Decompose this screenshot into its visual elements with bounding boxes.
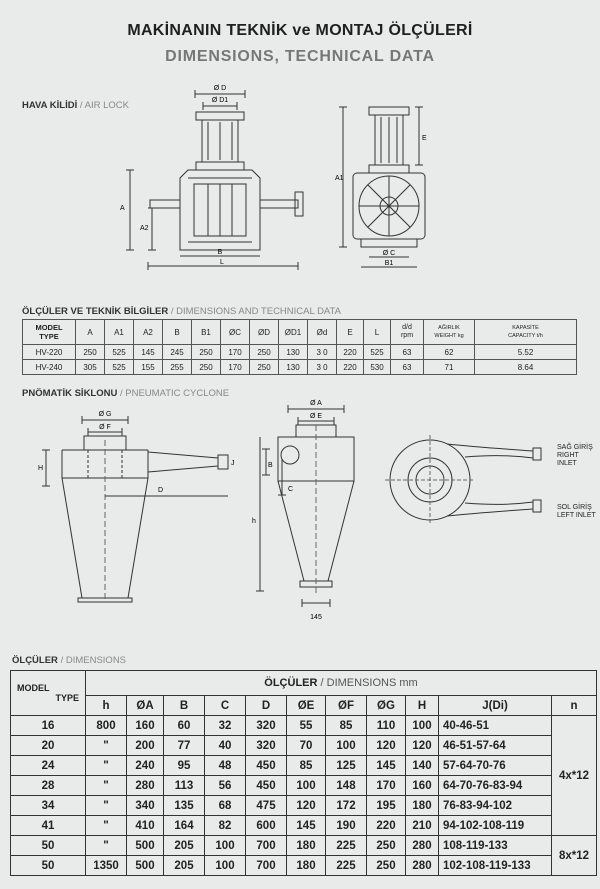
specs-cell-b: 245 bbox=[163, 345, 192, 360]
specs-header-od1: ØD1 bbox=[279, 320, 308, 345]
cyclone-label-b: B bbox=[268, 462, 273, 469]
dim-cell-a: 500 bbox=[127, 836, 164, 856]
specs-cell-oc: 170 bbox=[221, 360, 250, 375]
specs-cell-od1: 130 bbox=[279, 345, 308, 360]
dim-cell-f: 172 bbox=[326, 796, 367, 816]
dim-cell-n-group2: 8x*12 bbox=[552, 836, 597, 876]
dim-cell-e: 55 bbox=[287, 716, 326, 736]
dim-row bbox=[11, 796, 597, 816]
dimensions-heading bbox=[12, 655, 126, 666]
dimensions-table bbox=[10, 670, 597, 876]
specs-header-cap-bottom: CAPACITY bbox=[508, 333, 536, 339]
dim-row bbox=[11, 716, 597, 736]
left-inlet-en: LEFT INLET bbox=[557, 512, 596, 519]
right-inlet-en: RIGHT INLET bbox=[557, 452, 579, 467]
airlock-label-oc: Ø C bbox=[382, 250, 396, 257]
dim-cell-d: 700 bbox=[246, 856, 287, 876]
dim-cell-g: 170 bbox=[367, 776, 406, 796]
specs-cell-e: 220 bbox=[337, 360, 364, 375]
dim-cell-j: 64-70-76-83-94 bbox=[439, 776, 552, 796]
specs-heading-en: / DIMENSIONS AND TECHNICAL DATA bbox=[170, 306, 341, 317]
specs-header-a: A bbox=[76, 320, 105, 345]
dim-cell-g: 110 bbox=[367, 716, 406, 736]
dim-header-row bbox=[11, 671, 597, 696]
airlock-label-b1: B1 bbox=[384, 260, 394, 267]
dim-cell-hh: 210 bbox=[406, 816, 439, 836]
dim-cell-hh: 180 bbox=[406, 796, 439, 816]
dim-cell-b: 60 bbox=[164, 716, 205, 736]
dim-cell-h: " bbox=[86, 816, 127, 836]
dim-cell-b: 205 bbox=[164, 836, 205, 856]
dim-cell-hh: 280 bbox=[406, 856, 439, 876]
dim-cell-j: 57-64-70-76 bbox=[439, 756, 552, 776]
dim-cell-a: 340 bbox=[127, 796, 164, 816]
specs-row bbox=[23, 345, 577, 360]
dim-cell-hh: 160 bbox=[406, 776, 439, 796]
dim-cell-model: 20 bbox=[11, 736, 86, 756]
specs-cell-a: 250 bbox=[76, 345, 105, 360]
specs-cell-b1: 250 bbox=[192, 345, 221, 360]
dim-header-title-en: / DIMENSIONS bbox=[320, 677, 397, 689]
airlock-label-l: L bbox=[220, 259, 224, 266]
dim-cell-g: 250 bbox=[367, 836, 406, 856]
specs-cell-rpm: 63 bbox=[391, 360, 424, 375]
specs-header-rpm-top: d/d bbox=[402, 324, 412, 331]
airlock-label-b: B bbox=[217, 249, 223, 256]
specs-header-model-label: MODEL bbox=[35, 323, 63, 332]
dim-header-title bbox=[86, 671, 597, 696]
cyclone-label-j: J bbox=[231, 460, 235, 467]
specs-header-od: ØD bbox=[250, 320, 279, 345]
specs-cell-odd: 3 0 bbox=[308, 360, 337, 375]
specs-cell-b: 255 bbox=[163, 360, 192, 375]
specs-header-weight-unit: kg bbox=[457, 333, 464, 339]
specs-header-e: E bbox=[337, 320, 364, 345]
dim-cell-j: 40-46-51 bbox=[439, 716, 552, 736]
dim-cell-d: 450 bbox=[246, 756, 287, 776]
dim-cell-model: 50 bbox=[11, 856, 86, 876]
dim-cell-j: 108-119-133 bbox=[439, 836, 552, 856]
dim-cell-h: " bbox=[86, 836, 127, 856]
airlock-label-od: Ø D bbox=[213, 85, 227, 92]
dim-cell-g: 250 bbox=[367, 856, 406, 876]
cyclone-top-view bbox=[385, 425, 550, 545]
specs-cell-weight: 71 bbox=[424, 360, 475, 375]
airlock-label-a1: A1 bbox=[335, 175, 344, 182]
cyclone-label-145: 145 bbox=[310, 614, 322, 621]
specs-header-l: L bbox=[364, 320, 391, 345]
dim-cell-h: 1350 bbox=[86, 856, 127, 876]
dim-cell-n-group1: 4x*12 bbox=[552, 716, 597, 836]
specs-cell-capacity: 5.52 bbox=[475, 345, 577, 360]
dim-cell-j: 46-51-57-64 bbox=[439, 736, 552, 756]
specs-header-type-label: TYPE bbox=[39, 332, 59, 341]
dim-cell-model: 41 bbox=[11, 816, 86, 836]
dim-cell-model: 50 bbox=[11, 836, 86, 856]
cyclone-label-hh: h bbox=[252, 518, 256, 525]
dim-header-model bbox=[11, 671, 86, 716]
cyclone-label-oe: Ø E bbox=[309, 413, 323, 420]
dim-cell-d: 475 bbox=[246, 796, 287, 816]
specs-cell-b1: 250 bbox=[192, 360, 221, 375]
dimensions-heading-en: / DIMENSIONS bbox=[60, 655, 127, 666]
dim-cell-f: 225 bbox=[326, 856, 367, 876]
dim-cell-j: 94-102-108-119 bbox=[439, 816, 552, 836]
dim-cell-c: 32 bbox=[205, 716, 246, 736]
dim-cell-e: 70 bbox=[287, 736, 326, 756]
specs-header-a1: A1 bbox=[105, 320, 134, 345]
specs-header-oc: ØC bbox=[221, 320, 250, 345]
dim-row bbox=[11, 856, 597, 876]
dim-row bbox=[11, 776, 597, 796]
specs-header-rpm bbox=[391, 320, 424, 345]
dim-cell-h: " bbox=[86, 776, 127, 796]
dim-cell-hh: 100 bbox=[406, 716, 439, 736]
dim-cell-j: 102-108-119-133 bbox=[439, 856, 552, 876]
dim-cell-hh: 280 bbox=[406, 836, 439, 856]
dim-cell-model: 16 bbox=[11, 716, 86, 736]
dim-cell-h: " bbox=[86, 756, 127, 776]
dim-cell-c: 56 bbox=[205, 776, 246, 796]
dim-cell-g: 120 bbox=[367, 736, 406, 756]
specs-header-row bbox=[23, 320, 577, 345]
specs-header-cap-top: KAPASİTE bbox=[512, 325, 539, 331]
dim-cell-model: 34 bbox=[11, 796, 86, 816]
dim-cell-hh: 140 bbox=[406, 756, 439, 776]
specs-cell-odd: 3 0 bbox=[308, 345, 337, 360]
dim-cell-e: 145 bbox=[287, 816, 326, 836]
cyclone-label-oa: Ø A bbox=[310, 400, 322, 407]
specs-header-weight-top: AĞIRLIK bbox=[438, 325, 460, 331]
dim-cell-h: " bbox=[86, 736, 127, 756]
specs-cell-a2: 145 bbox=[134, 345, 163, 360]
specs-cell-a: 305 bbox=[76, 360, 105, 375]
dim-cell-b: 164 bbox=[164, 816, 205, 836]
dim-col-d: D bbox=[246, 696, 287, 716]
dim-col-b: B bbox=[164, 696, 205, 716]
specs-header-b1: B1 bbox=[192, 320, 221, 345]
dim-cell-f: 225 bbox=[326, 836, 367, 856]
dim-cell-model: 28 bbox=[11, 776, 86, 796]
specs-cell-a2: 155 bbox=[134, 360, 163, 375]
dim-col-e: ØE bbox=[287, 696, 326, 716]
dim-cell-e: 180 bbox=[287, 836, 326, 856]
dim-col-f: ØF bbox=[326, 696, 367, 716]
specs-heading-tr: ÖLÇÜLER VE TEKNİK BİLGİLER bbox=[22, 306, 169, 317]
dim-cell-a: 280 bbox=[127, 776, 164, 796]
right-inlet-tr: SAĞ GİRİŞ bbox=[557, 444, 593, 451]
dim-cell-e: 100 bbox=[287, 776, 326, 796]
dim-row bbox=[11, 756, 597, 776]
cyclone-label-og: Ø G bbox=[98, 411, 112, 418]
dim-cell-b: 95 bbox=[164, 756, 205, 776]
page-subtitle: DIMENSIONS, TECHNICAL DATA bbox=[165, 48, 435, 65]
dim-cell-c: 82 bbox=[205, 816, 246, 836]
specs-cell-weight: 62 bbox=[424, 345, 475, 360]
dim-cell-d: 450 bbox=[246, 776, 287, 796]
left-inlet-tr: SOL GİRİŞ bbox=[557, 504, 592, 511]
cyclone-label-c: C bbox=[288, 486, 294, 493]
specs-header-odd: Ød bbox=[308, 320, 337, 345]
airlock-label-e: E bbox=[422, 135, 427, 142]
dim-cell-d: 320 bbox=[246, 736, 287, 756]
dim-cell-f: 148 bbox=[326, 776, 367, 796]
specs-row bbox=[23, 360, 577, 375]
dim-cell-j: 76-83-94-102 bbox=[439, 796, 552, 816]
dim-cell-g: 220 bbox=[367, 816, 406, 836]
specs-cell-model: HV-240 bbox=[23, 360, 76, 375]
dim-row bbox=[11, 736, 597, 756]
dim-row bbox=[11, 816, 597, 836]
specs-cell-oc: 170 bbox=[221, 345, 250, 360]
dim-cell-a: 500 bbox=[127, 856, 164, 876]
dim-col-h: h bbox=[86, 696, 127, 716]
specs-header-weight-bottom: WEIGHT bbox=[434, 333, 457, 339]
dim-cell-f: 125 bbox=[326, 756, 367, 776]
dim-cell-b: 113 bbox=[164, 776, 205, 796]
dim-cell-g: 195 bbox=[367, 796, 406, 816]
airlock-heading-tr: HAVA KİLİDİ bbox=[22, 100, 78, 111]
dim-cell-a: 200 bbox=[127, 736, 164, 756]
airlock-label-a: A bbox=[120, 205, 125, 212]
specs-cell-model: HV-220 bbox=[23, 345, 76, 360]
specs-cell-l: 530 bbox=[364, 360, 391, 375]
left-inlet-label bbox=[557, 504, 596, 520]
specs-cell-od: 250 bbox=[250, 345, 279, 360]
specs-cell-capacity: 8.64 bbox=[475, 360, 577, 375]
dim-col-a: ØA bbox=[127, 696, 164, 716]
specs-cell-e: 220 bbox=[337, 345, 364, 360]
dim-cell-d: 320 bbox=[246, 716, 287, 736]
dim-cell-a: 410 bbox=[127, 816, 164, 836]
dim-cell-c: 68 bbox=[205, 796, 246, 816]
page-title: MAKİNANIN TEKNİK ve MONTAJ ÖLÇÜLERİ bbox=[127, 22, 473, 39]
dim-col-c: C bbox=[205, 696, 246, 716]
specs-header-a2: A2 bbox=[134, 320, 163, 345]
airlock-label-a2: A2 bbox=[140, 225, 149, 232]
specs-header-b: B bbox=[163, 320, 192, 345]
dim-col-j: J(Di) bbox=[439, 696, 552, 716]
specs-cell-a1: 525 bbox=[105, 345, 134, 360]
specs-header-model bbox=[23, 320, 76, 345]
specs-header-weight bbox=[424, 320, 475, 345]
airlock-front-drawing bbox=[110, 80, 310, 275]
dim-cell-g: 145 bbox=[367, 756, 406, 776]
specs-header-rpm-bottom: rpm bbox=[400, 332, 414, 339]
dim-cell-d: 700 bbox=[246, 836, 287, 856]
dim-cell-e: 180 bbox=[287, 856, 326, 876]
dim-col-hh: H bbox=[406, 696, 439, 716]
specs-cell-rpm: 63 bbox=[391, 345, 424, 360]
dim-col-g: ØG bbox=[367, 696, 406, 716]
dim-cell-c: 48 bbox=[205, 756, 246, 776]
dim-cell-c: 40 bbox=[205, 736, 246, 756]
dim-cell-d: 600 bbox=[246, 816, 287, 836]
cyclone-heading-tr: PNÖMATİK SİKLONU bbox=[22, 388, 118, 399]
specs-header-cap-unit: t/h bbox=[536, 333, 543, 339]
dim-cell-f: 190 bbox=[326, 816, 367, 836]
dim-cell-f: 85 bbox=[326, 716, 367, 736]
cyclone-front-drawing bbox=[30, 400, 240, 610]
dim-cell-a: 160 bbox=[127, 716, 164, 736]
dim-cell-c: 100 bbox=[205, 856, 246, 876]
dim-header-type-label: TYPE bbox=[55, 693, 79, 703]
dim-cell-model: 24 bbox=[11, 756, 86, 776]
cyclone-label-of: Ø F bbox=[99, 424, 111, 431]
specs-heading bbox=[22, 306, 341, 317]
dim-cell-f: 100 bbox=[326, 736, 367, 756]
dim-cell-h: 800 bbox=[86, 716, 127, 736]
specs-header-capacity bbox=[475, 320, 577, 345]
dim-cell-e: 120 bbox=[287, 796, 326, 816]
specs-cell-l: 525 bbox=[364, 345, 391, 360]
dim-cell-h: " bbox=[86, 796, 127, 816]
cyclone-heading-en: / PNEUMATIC CYCLONE bbox=[120, 388, 230, 399]
dim-cell-b: 205 bbox=[164, 856, 205, 876]
dim-header-model-label: MODEL bbox=[17, 683, 50, 693]
dim-cell-c: 100 bbox=[205, 836, 246, 856]
specs-cell-od: 250 bbox=[250, 360, 279, 375]
dim-cell-b: 77 bbox=[164, 736, 205, 756]
dim-row bbox=[11, 836, 597, 856]
dim-cell-e: 85 bbox=[287, 756, 326, 776]
dimensions-heading-tr: ÖLÇÜLER bbox=[12, 655, 58, 666]
cyclone-label-d: D bbox=[158, 487, 164, 494]
dim-columns-row bbox=[11, 696, 597, 716]
dim-cell-a: 240 bbox=[127, 756, 164, 776]
specs-cell-a1: 525 bbox=[105, 360, 134, 375]
cyclone-label-h: H bbox=[38, 465, 44, 472]
dim-header-title-tr: ÖLÇÜLER bbox=[264, 677, 318, 689]
specs-cell-od1: 130 bbox=[279, 360, 308, 375]
dim-col-n: n bbox=[552, 696, 597, 716]
cyclone-side-drawing bbox=[248, 395, 368, 625]
airlock-heading-en: / AIR LOCK bbox=[79, 100, 129, 111]
dim-cell-b: 135 bbox=[164, 796, 205, 816]
right-inlet-label bbox=[557, 444, 600, 468]
airlock-label-od1: Ø D1 bbox=[211, 97, 229, 104]
dim-header-unit: mm bbox=[399, 677, 418, 689]
cyclone-heading bbox=[22, 388, 229, 399]
airlock-side-drawing bbox=[325, 95, 455, 275]
specs-table bbox=[22, 319, 577, 375]
dim-cell-hh: 120 bbox=[406, 736, 439, 756]
